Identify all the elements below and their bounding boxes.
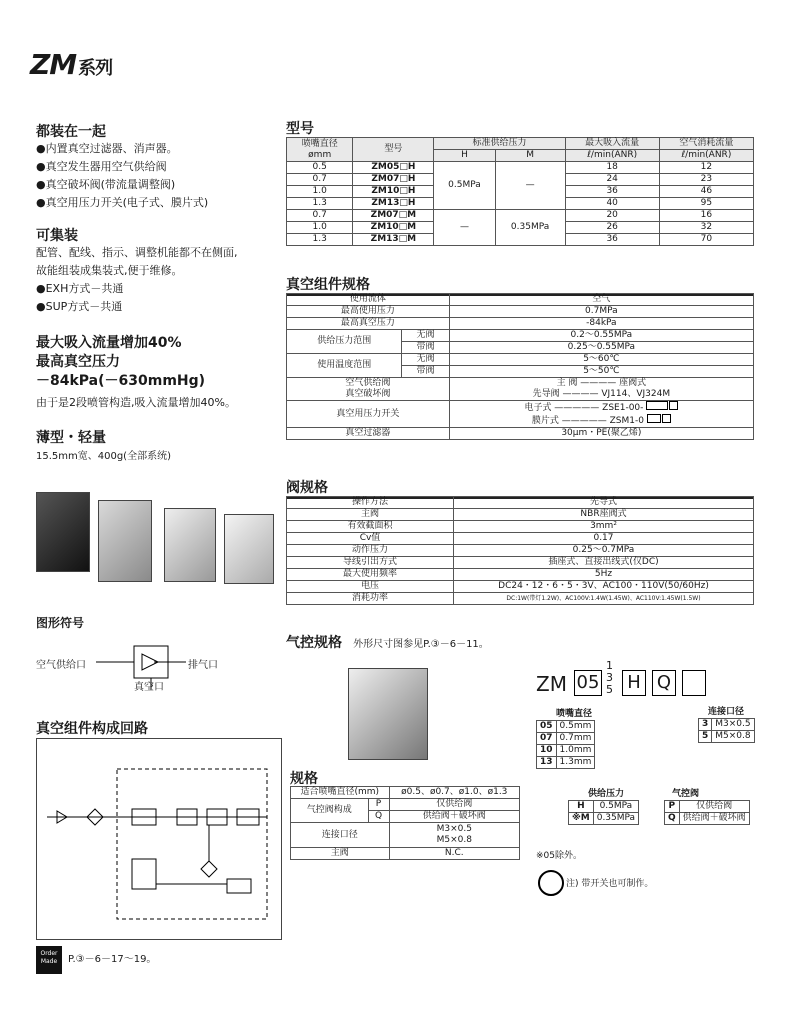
table-row: 05 0.5mm <box>537 721 595 733</box>
symbol-title: 图形符号 <box>36 616 85 630</box>
table-row: 5 M5×0.8 <box>699 731 755 743</box>
order-pressure-title: 供给压力 <box>588 789 625 799</box>
table-row: 1.3 ZM13□M 36 70 <box>287 234 754 246</box>
order-port-table <box>698 718 755 743</box>
circuit-diagram <box>36 738 282 940</box>
product-photo-group <box>36 482 276 592</box>
list-item: ●真空发生器用空气供给阀 <box>36 160 167 173</box>
th-pressure: 标准供给压力 <box>434 138 565 150</box>
order-nozzle-box: 05 <box>574 670 602 696</box>
para-line: 故能组装成集装式,便于维修。 <box>36 264 183 277</box>
table-row: 真空用压力开关 电子式 ————— ZSE1-00- 膜片式 ————— ZSM1-0 <box>287 401 754 428</box>
order-port-title: 连接口径 <box>708 707 745 717</box>
order-nozzle-table <box>536 720 595 769</box>
para-line: 配管、配线、指示、调整机能都不在侧面, <box>36 246 238 259</box>
order-icon-text: Made <box>40 958 58 965</box>
th-model: 型号 <box>353 138 434 162</box>
table-row: 有效截面积 3mm² <box>287 521 754 533</box>
pneu-product-photo <box>348 668 428 760</box>
th-air-unit: ℓ/min(ANR) <box>659 150 753 162</box>
list-item: ●SUP方式－共通 <box>36 300 123 313</box>
table-row: 带阀 5～50℃ <box>287 366 754 378</box>
table-row: 供给压力范围 无阀 0.2～0.55MPa <box>287 330 754 342</box>
pneu-spec-title: 规格 <box>290 771 318 787</box>
table-row: 1.3 ZM13□H 40 95 <box>287 198 754 210</box>
order-port-box <box>682 670 706 696</box>
list-item: ●EXH方式－共通 <box>36 282 124 295</box>
order-nozzle-title: 喷嘴直径 <box>556 709 593 719</box>
product-photo <box>36 492 90 572</box>
table-row: 1.0 ZM10□M 26 32 <box>287 222 754 234</box>
list-item: ●真空破坏阀(带流量调整阀) <box>36 178 176 191</box>
order-valve-box: Q <box>652 670 676 696</box>
symbol-label-exhaust: 排气口 <box>188 660 218 671</box>
table-row: 适合喷嘴直径(mm) ø0.5、ø0.7、ø1.0、ø1.3 <box>291 787 520 799</box>
magnifier-icon <box>538 870 564 896</box>
order-digits: 1 3 5 <box>606 659 613 696</box>
highlight-line: －84kPa(－630mmHg) <box>36 373 206 389</box>
table-row: 真空过滤器 30μm・PE(聚乙烯) <box>287 428 754 440</box>
table-row: ※M 0.35MPa <box>569 813 639 825</box>
order-note-switch: 注) 带开关也可制作。 <box>566 879 654 889</box>
pneu-subtitle: 外形尺寸图参见P.③－6－11。 <box>353 639 489 650</box>
valve-table <box>286 496 754 605</box>
section-manifold-title: 可集装 <box>36 228 78 244</box>
pneu-spec-table <box>290 786 520 860</box>
symbol-label-supply: 空气供给口 <box>36 660 86 671</box>
order-made-icon <box>36 946 62 974</box>
th-maxflow: 最大吸入流量 <box>565 138 659 150</box>
th-m: M <box>495 150 565 162</box>
th-h: H <box>434 150 495 162</box>
model-title: 型号 <box>286 118 754 140</box>
product-photo <box>98 500 152 582</box>
symbol-label-vacuum: 真空口 <box>134 682 164 693</box>
order-code <box>536 659 758 872</box>
table-row: 操作方法 先导式 <box>287 497 754 509</box>
order-note-05: ※05除外。 <box>536 851 582 861</box>
model-table <box>286 137 754 246</box>
series-title: ZM 系列 <box>30 48 113 81</box>
product-photo <box>224 514 274 584</box>
th-air: 空气消耗流量 <box>659 138 753 150</box>
highlight-line: 最大吸入流量增加40% <box>36 335 182 351</box>
list-item: ●真空用压力开关(电子式、膜片式) <box>36 196 209 209</box>
table-row: Cv值 0.17 <box>287 533 754 545</box>
section-integrated-title: 都装在一起 <box>36 124 106 140</box>
table-row: 最高使用压力 0.7MPa <box>287 306 754 318</box>
highlight-line: 最高真空压力 <box>36 354 120 370</box>
manifold-desc <box>36 244 238 316</box>
table-row: 10 1.0mm <box>537 745 595 757</box>
order-valve-title: 气控阀 <box>672 789 700 799</box>
table-row: 0.5 ZM05□H 0.5MPa — 18 12 <box>287 162 754 174</box>
list-item: ●内置真空过滤器、消声器。 <box>36 142 178 155</box>
table-row: 1.0 ZM10□H 36 46 <box>287 186 754 198</box>
table-row: Q 供给阀＋破坏阀 <box>291 811 520 823</box>
order-made-ref: P.③－6－17～19。 <box>68 954 157 965</box>
symbol-diagram <box>36 634 266 694</box>
order-zm: ZM <box>536 672 567 696</box>
pneu-title: 气控规格 <box>286 635 342 651</box>
table-row: 3 M3×0.5 <box>699 719 755 731</box>
table-row: 0.7 ZM07□M — 0.35MPa 20 16 <box>287 210 754 222</box>
table-row: 0.7 ZM07□H 24 23 <box>287 174 754 186</box>
integrated-list <box>36 140 208 212</box>
table-row: 最高真空压力 -84kPa <box>287 318 754 330</box>
flow-highlight <box>36 334 205 391</box>
table-row: 主阀 N.C. <box>291 848 520 860</box>
table-row: 气控阀构成 P 仅供给阀 <box>291 799 520 811</box>
table-row: 电压 DC24・12・6・5・3V、AC100・110V(50/60Hz) <box>287 581 754 593</box>
pneu-title-row <box>286 632 489 652</box>
table-row: 使用流体 空气 <box>287 294 754 306</box>
th-maxflow-unit: ℓ/min(ANR) <box>565 150 659 162</box>
product-photo <box>164 508 216 582</box>
flow-desc: 由于是2段喷管构造,吸入流量增加40%。 <box>36 396 236 409</box>
circuit-schematic-icon <box>37 739 281 939</box>
section-slim-title: 薄型・轻量 <box>36 430 106 446</box>
slim-desc: 15.5mm宽、400g(全部系统) <box>36 451 171 462</box>
th-nozzle: 喷嘴直径 ømm <box>287 138 353 162</box>
vacuum-table <box>286 293 754 440</box>
table-row: H 0.5MPa <box>569 801 639 813</box>
table-row: 13 1.3mm <box>537 757 595 769</box>
table-row: 连接口径 M3×0.5 M5×0.8 <box>291 823 520 848</box>
table-row: Q 供给阀＋破坏阀 <box>665 813 750 825</box>
table-row: 使用温度范围 无阀 5～60℃ <box>287 354 754 366</box>
table-row: 消耗功率 DC:1W(带灯1.2W)、AC100V:1.4W(1.45W)、AC110V:1.45W(1.5W) <box>287 593 754 605</box>
table-row: P 仅供给阀 <box>665 801 750 813</box>
order-valve-table <box>664 800 750 825</box>
circuit-title: 真空组件构成回路 <box>36 721 148 737</box>
order-pressure-table <box>568 800 639 825</box>
table-row: 07 0.7mm <box>537 733 595 745</box>
table-row: 带阀 0.25～0.55MPa <box>287 342 754 354</box>
order-pressure-box: H <box>622 670 646 696</box>
order-icon-text: Order <box>40 950 58 957</box>
valve-title: 阀规格 <box>286 477 754 499</box>
table-row: 主阀 NBR座阀式 <box>287 509 754 521</box>
table-row: 动作压力 0.25～0.7MPa <box>287 545 754 557</box>
table-row: 最大使用频率 5Hz <box>287 569 754 581</box>
vacuum-title: 真空组件规格 <box>286 274 754 296</box>
table-row: 导线引出方式 插座式、直接出线式(仅DC) <box>287 557 754 569</box>
table-row: 空气供给阀 真空破坏阀 主 阀 ———— 座阀式 先导阀 ———— VJ114、VJ324M <box>287 378 754 401</box>
